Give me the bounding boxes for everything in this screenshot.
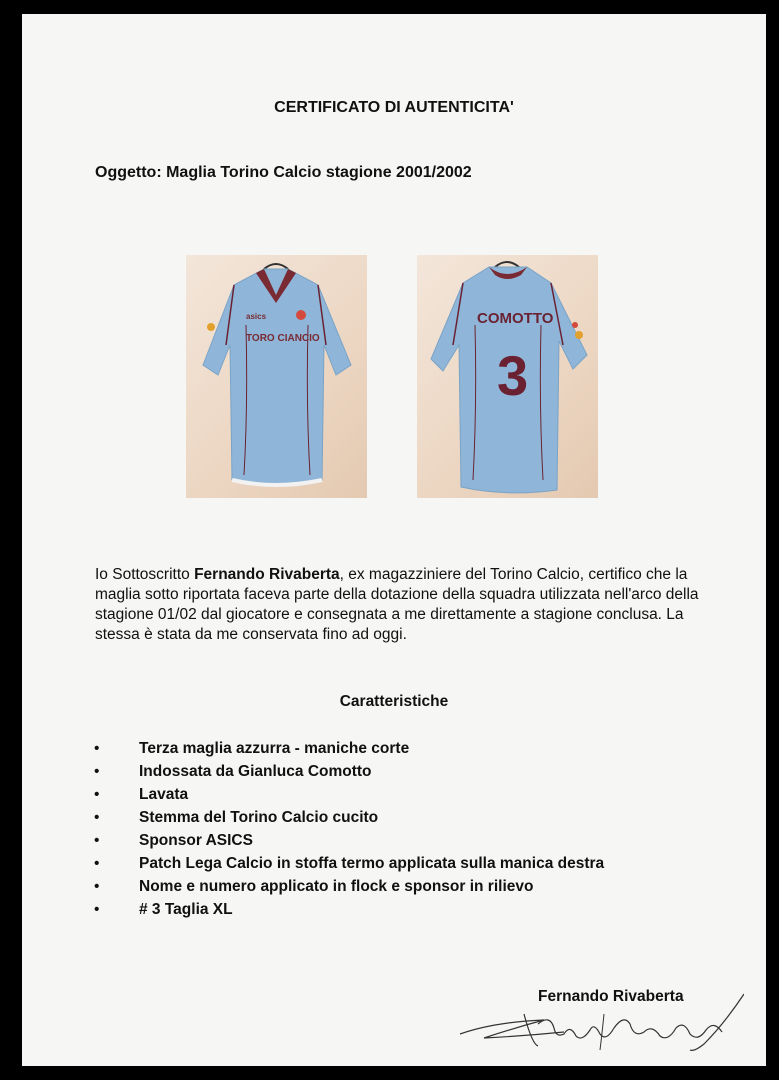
bullet-icon: • xyxy=(94,901,100,918)
bullet-icon: • xyxy=(94,740,100,757)
statement-body: , ex magazziniere del Torino Calcio, certifico che la maglia sotto riportata faceva parte della dotazione della squadra utilizzata nell'arco della stagione 01/02 dal giocatore e consegnata a me direttamente a stagione conclusa. La stessa è stata da me conservata fino ad oggi. xyxy=(95,566,699,643)
svg-text:asics: asics xyxy=(246,312,267,321)
feature-item xyxy=(88,806,708,829)
jersey-back-photo xyxy=(417,255,598,498)
feature-text: Stemma del Torino Calcio cucito xyxy=(139,809,379,826)
feature-text: # 3 Taglia XL xyxy=(139,901,233,918)
feature-text: Patch Lega Calcio in stoffa termo applicata sulla manica destra xyxy=(139,855,605,872)
front-sponsor: TORO CIANCIO xyxy=(246,333,320,344)
certificate-subject: Oggetto: Maglia Torino Calcio stagione 2001/2002 xyxy=(95,164,472,181)
feature-item xyxy=(88,852,708,875)
features-heading: Caratteristiche xyxy=(339,693,449,710)
certificate-page xyxy=(22,14,766,1066)
back-player-number: 3 xyxy=(497,344,529,407)
feature-text: Lavata xyxy=(139,786,189,803)
bullet-icon: • xyxy=(94,878,100,895)
back-player-name: COMOTTO xyxy=(477,310,554,327)
jersey-front-photo xyxy=(186,255,367,498)
bullet-icon: • xyxy=(94,832,100,849)
feature-text: Sponsor ASICS xyxy=(139,832,253,849)
feature-text: Indossata da Gianluca Comotto xyxy=(139,763,372,780)
feature-item xyxy=(88,760,708,783)
certificate-statement xyxy=(95,565,705,645)
feature-item xyxy=(88,829,708,852)
statement-intro: Io Sottoscritto xyxy=(95,566,195,583)
statement-signer-name: Fernando Rivaberta xyxy=(194,566,340,583)
feature-text: Nome e numero applicato in flock e sponsor in rilievo xyxy=(139,878,534,895)
feature-text: Terza maglia azzurra - maniche corte xyxy=(139,740,410,757)
feature-item xyxy=(88,783,708,806)
feature-item xyxy=(88,898,708,921)
features-list xyxy=(88,737,708,921)
bullet-icon: • xyxy=(94,855,100,872)
feature-item xyxy=(88,737,708,760)
bullet-icon: • xyxy=(94,763,100,780)
feature-item xyxy=(88,875,708,898)
bullet-icon: • xyxy=(94,786,100,803)
bullet-icon: • xyxy=(94,809,100,826)
certificate-title: CERTIFICATO DI AUTENTICITA' xyxy=(274,99,514,116)
handwritten-signature xyxy=(454,984,744,1054)
signer-name: Fernando Rivaberta xyxy=(538,988,684,1005)
